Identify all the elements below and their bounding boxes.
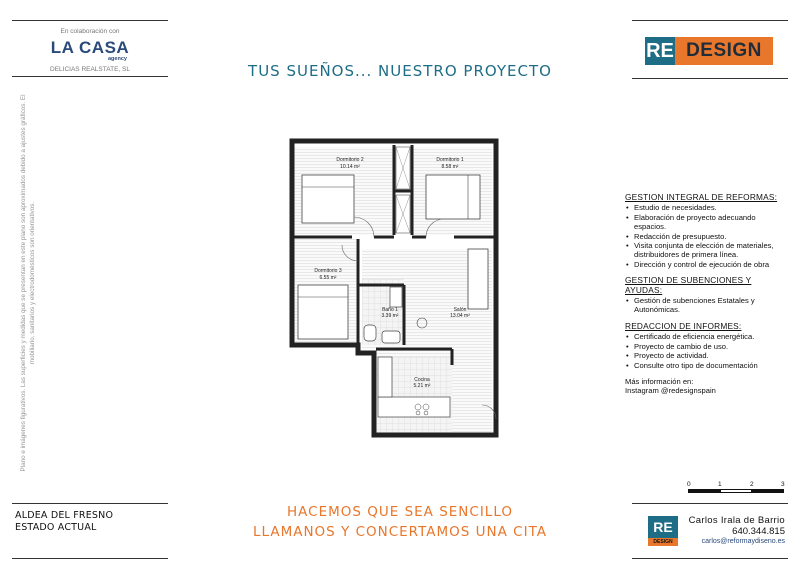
page-title: TUS SUEÑOS... NUESTRO PROYECTO <box>248 62 552 80</box>
room-area-bano-1: 3.39 m² <box>381 313 399 319</box>
scale-tick-label: 0 <box>687 481 691 488</box>
bottom-right-rule-top <box>632 503 788 504</box>
room-label-bano-1: Baño 1 <box>382 307 398 313</box>
list-item: • Consulte otro tipo de documentación <box>634 361 785 370</box>
services-column <box>625 193 785 396</box>
top-right-rule-bottom <box>632 78 788 79</box>
scale-segment <box>688 489 720 493</box>
collab-caption: En colaboración con <box>60 28 120 35</box>
scale-bar <box>688 481 784 497</box>
redesign-mini-logo <box>648 516 678 546</box>
room-area-salon: 13.04 m² <box>450 313 470 319</box>
floor-plan <box>278 135 500 445</box>
location-name: ALDEA DEL FRESNO <box>15 510 114 521</box>
room-label-dormitorio-3: Dormitorio 3 <box>314 268 342 274</box>
list-item: • Redacción de presupuesto. <box>634 232 785 241</box>
bottom-left-rule-top <box>12 503 168 504</box>
services-list-informes <box>625 332 785 370</box>
list-item: • Visita conjunta de elección de materiales, distribuidores de primera línea. <box>634 241 785 260</box>
slogan-line-1: HACEMOS QUE SEA SENCILLO <box>287 504 513 520</box>
scale-tick-label: 3 <box>781 481 785 488</box>
room-label-dormitorio-1: Dormitorio 1 <box>436 157 464 163</box>
slogan-line-2: LLAMANOS Y CONCERTAMOS UNA CITA <box>252 524 547 540</box>
slogan <box>200 502 600 542</box>
services-heading-informes: REDACCION DE INFORMES: <box>625 320 742 331</box>
location-status: ESTADO ACTUAL <box>15 522 97 533</box>
list-item: • Elaboración de proyecto adecuando espacios. <box>634 213 785 232</box>
room-area-dormitorio-3: 6.55 m² <box>319 275 337 281</box>
lacasa-logo: LA CASA <box>50 38 130 57</box>
services-list-subenciones <box>625 296 785 315</box>
instagram-link[interactable]: Instagram @redesignspain <box>625 386 716 396</box>
scale-tick-label: 1 <box>718 481 722 488</box>
top-right-rule-top <box>632 20 788 21</box>
redesign-logo-design: DESIGN <box>675 37 773 65</box>
list-item: • Estudio de necesidades. <box>634 203 785 212</box>
disclaimer-text: Plano e imágenes figurativos. Las superficies y medidas que se presentan en este plano son aproximados debido a ajustes gráficos. El mobiliario, sanitarios y electrodomésticos son orientativos. <box>20 94 36 472</box>
redesign-mini-logo-re: RE <box>648 516 678 538</box>
list-item: • Dirección y control de ejecución de obra <box>634 260 785 269</box>
list-item: • Certificado de eficiencia energética. <box>634 332 785 341</box>
room-area-dormitorio-1: 8.58 m² <box>441 164 459 170</box>
collab-company: DELICIAS REALSTATE, SL <box>50 66 130 73</box>
redesign-mini-logo-design: DESIGN <box>648 538 678 546</box>
room-label-salon: Salón <box>453 307 467 313</box>
services-heading-reformas: GESTION INTEGRAL DE REFORMAS: <box>625 192 778 202</box>
more-info-label: Más información en: <box>625 376 694 386</box>
room-area-dormitorio-2: 10.14 m² <box>340 164 360 170</box>
redesign-logo-re: RE <box>645 37 675 65</box>
contact-email[interactable]: carlos@reformaydiseno.es <box>701 538 785 545</box>
contact-phone[interactable]: 640.344.815 <box>732 526 785 537</box>
list-item: • Gestión de subenciones Estatales y Autonómicas. <box>634 296 785 315</box>
services-heading-subenciones: GESTION DE SUBENCIONES Y AYUDAS: <box>625 275 752 295</box>
contact-name: Carlos Irala de Barrio <box>688 515 785 526</box>
scale-tick-label: 2 <box>750 481 754 488</box>
list-item: • Proyecto de actividad. <box>634 351 785 360</box>
room-label-cocina: Cocina <box>414 377 430 383</box>
collaboration-block <box>12 20 168 78</box>
room-area-cocina: 5.21 m² <box>413 383 431 389</box>
room-label-dormitorio-2: Dormitorio 2 <box>336 157 364 163</box>
redesign-logo <box>645 37 773 65</box>
lacasa-logo-sub: agency <box>108 56 127 62</box>
scale-segment <box>720 489 752 493</box>
scale-segment <box>752 489 784 493</box>
bottom-right-rule-bottom <box>632 558 788 559</box>
services-list-reformas <box>625 203 785 269</box>
bottom-left-rule-bottom <box>12 558 168 559</box>
location-block <box>15 510 113 534</box>
list-item: • Proyecto de cambio de uso. <box>634 342 785 351</box>
